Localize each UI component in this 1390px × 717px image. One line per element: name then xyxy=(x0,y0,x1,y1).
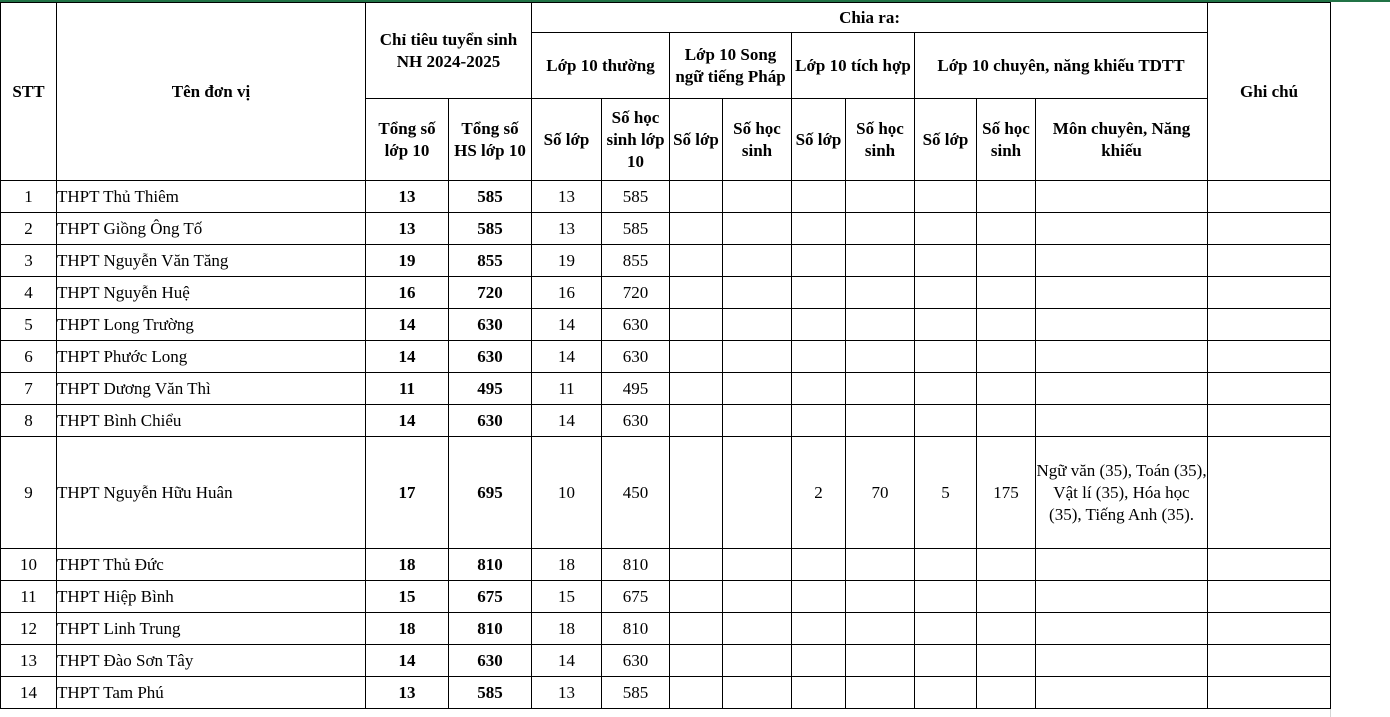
cell-specialized-subjects[interactable]: Ngữ văn (35), Toán (35), Vật lí (35), Hóa học (35), Tiếng Anh (35). xyxy=(1036,437,1208,549)
cell-regular-students[interactable]: 630 xyxy=(602,645,670,677)
cell-regular-classes[interactable]: 13 xyxy=(532,677,602,709)
header-song-ngu-so-hs[interactable]: Số học sinh xyxy=(723,99,792,181)
cell-specialized-subjects[interactable] xyxy=(1036,341,1208,373)
cell-specialized-classes[interactable] xyxy=(915,581,977,613)
cell-integrated-classes[interactable] xyxy=(792,277,846,309)
cell-regular-students[interactable]: 810 xyxy=(602,549,670,581)
cell-regular-classes[interactable]: 10 xyxy=(532,437,602,549)
cell-regular-students[interactable]: 585 xyxy=(602,181,670,213)
cell-total-students[interactable]: 630 xyxy=(449,645,532,677)
cell-bilingual-classes[interactable] xyxy=(670,613,723,645)
cell-specialized-classes[interactable] xyxy=(915,213,977,245)
cell-bilingual-classes[interactable] xyxy=(670,581,723,613)
cell-note[interactable] xyxy=(1208,645,1331,677)
table-row xyxy=(1,405,1331,437)
cell-bilingual-students[interactable] xyxy=(723,373,792,405)
cell-regular-students[interactable]: 720 xyxy=(602,277,670,309)
cell-stt[interactable]: 13 xyxy=(1,645,57,677)
header-stt[interactable]: STT xyxy=(1,3,57,181)
cell-bilingual-classes[interactable] xyxy=(670,549,723,581)
cell-school-name[interactable]: THPT Linh Trung xyxy=(57,613,366,645)
cell-specialized-classes[interactable] xyxy=(915,613,977,645)
cell-specialized-subjects[interactable] xyxy=(1036,245,1208,277)
table-row xyxy=(1,341,1331,373)
cell-total-students[interactable]: 855 xyxy=(449,245,532,277)
cell-total-classes[interactable]: 11 xyxy=(366,373,449,405)
cell-specialized-subjects[interactable] xyxy=(1036,613,1208,645)
table-row xyxy=(1,181,1331,213)
cell-specialized-subjects[interactable] xyxy=(1036,677,1208,709)
cell-bilingual-students[interactable] xyxy=(723,581,792,613)
cell-school-name[interactable]: THPT Hiệp Bình xyxy=(57,581,366,613)
cell-total-students[interactable]: 810 xyxy=(449,613,532,645)
table-row xyxy=(1,373,1331,405)
cell-total-classes[interactable]: 13 xyxy=(366,181,449,213)
cell-school-name[interactable]: THPT Dương Văn Thì xyxy=(57,373,366,405)
cell-bilingual-students[interactable] xyxy=(723,181,792,213)
cell-specialized-students[interactable] xyxy=(977,245,1036,277)
table-row xyxy=(1,437,1331,549)
header-lop10-thuong[interactable]: Lớp 10 thường xyxy=(532,33,670,99)
cell-total-classes[interactable]: 18 xyxy=(366,613,449,645)
table-row xyxy=(1,549,1331,581)
cell-specialized-subjects[interactable] xyxy=(1036,373,1208,405)
cell-specialized-classes[interactable] xyxy=(915,405,977,437)
cell-regular-classes[interactable]: 16 xyxy=(532,277,602,309)
cell-stt[interactable]: 14 xyxy=(1,677,57,709)
table-row xyxy=(1,677,1331,709)
cell-integrated-students[interactable] xyxy=(846,341,915,373)
header-lop10-song-ngu[interactable]: Lớp 10 Song ngữ tiếng Pháp xyxy=(670,33,792,99)
cell-note[interactable] xyxy=(1208,373,1331,405)
cell-note[interactable] xyxy=(1208,341,1331,373)
cell-bilingual-students[interactable] xyxy=(723,277,792,309)
cell-specialized-subjects[interactable] xyxy=(1036,181,1208,213)
cell-integrated-students[interactable] xyxy=(846,213,915,245)
cell-integrated-students[interactable]: 70 xyxy=(846,437,915,549)
cell-regular-classes[interactable]: 14 xyxy=(532,405,602,437)
enrollment-table xyxy=(0,2,1331,709)
cell-regular-students[interactable]: 630 xyxy=(602,405,670,437)
cell-total-classes[interactable]: 13 xyxy=(366,213,449,245)
cell-integrated-students[interactable] xyxy=(846,677,915,709)
cell-specialized-students[interactable] xyxy=(977,677,1036,709)
cell-bilingual-classes[interactable] xyxy=(670,677,723,709)
cell-regular-students[interactable]: 585 xyxy=(602,213,670,245)
cell-note[interactable] xyxy=(1208,181,1331,213)
cell-bilingual-classes[interactable] xyxy=(670,277,723,309)
header-song-ngu-so-lop[interactable]: Số lớp xyxy=(670,99,723,181)
cell-total-students[interactable]: 585 xyxy=(449,181,532,213)
cell-specialized-classes[interactable] xyxy=(915,677,977,709)
cell-bilingual-students[interactable] xyxy=(723,213,792,245)
cell-total-classes[interactable]: 19 xyxy=(366,245,449,277)
cell-regular-students[interactable]: 630 xyxy=(602,309,670,341)
header-tong-so-lop[interactable]: Tổng số lớp 10 xyxy=(366,99,449,181)
cell-specialized-students[interactable] xyxy=(977,549,1036,581)
table-row xyxy=(1,213,1331,245)
cell-specialized-subjects[interactable] xyxy=(1036,645,1208,677)
cell-total-students[interactable]: 695 xyxy=(449,437,532,549)
cell-school-name[interactable]: THPT Nguyễn Văn Tăng xyxy=(57,245,366,277)
cell-school-name[interactable]: THPT Nguyễn Huệ xyxy=(57,277,366,309)
cell-stt[interactable]: 8 xyxy=(1,405,57,437)
cell-specialized-classes[interactable] xyxy=(915,309,977,341)
header-mon-chuyen[interactable]: Môn chuyên, Năng khiếu xyxy=(1036,99,1208,181)
cell-specialized-students[interactable] xyxy=(977,373,1036,405)
cell-bilingual-students[interactable] xyxy=(723,645,792,677)
cell-school-name[interactable]: THPT Bình Chiểu xyxy=(57,405,366,437)
cell-stt[interactable]: 6 xyxy=(1,341,57,373)
cell-note[interactable] xyxy=(1208,245,1331,277)
cell-integrated-classes[interactable]: 2 xyxy=(792,437,846,549)
table-row xyxy=(1,613,1331,645)
header-tich-hop-so-hs[interactable]: Số học sinh xyxy=(846,99,915,181)
header-tong-so-hs[interactable]: Tổng số HS lớp 10 xyxy=(449,99,532,181)
cell-note[interactable] xyxy=(1208,405,1331,437)
cell-school-name[interactable]: THPT Đào Sơn Tây xyxy=(57,645,366,677)
cell-regular-students[interactable]: 495 xyxy=(602,373,670,405)
table-row xyxy=(1,277,1331,309)
cell-stt[interactable]: 5 xyxy=(1,309,57,341)
cell-total-classes[interactable]: 17 xyxy=(366,437,449,549)
cell-specialized-subjects[interactable] xyxy=(1036,309,1208,341)
cell-specialized-students[interactable] xyxy=(977,309,1036,341)
cell-specialized-classes[interactable] xyxy=(915,277,977,309)
cell-integrated-students[interactable] xyxy=(846,373,915,405)
cell-total-students[interactable]: 720 xyxy=(449,277,532,309)
header-lop10-chuyen[interactable]: Lớp 10 chuyên, năng khiếu TDTT xyxy=(915,33,1208,99)
cell-specialized-classes[interactable] xyxy=(915,341,977,373)
cell-integrated-students[interactable] xyxy=(846,309,915,341)
cell-note[interactable] xyxy=(1208,437,1331,549)
cell-regular-students[interactable]: 810 xyxy=(602,613,670,645)
cell-specialized-students[interactable] xyxy=(977,405,1036,437)
cell-stt[interactable]: 3 xyxy=(1,245,57,277)
cell-regular-classes[interactable]: 19 xyxy=(532,245,602,277)
header-thuong-so-lop[interactable]: Số lớp xyxy=(532,99,602,181)
cell-specialized-students[interactable] xyxy=(977,581,1036,613)
cell-stt[interactable]: 1 xyxy=(1,181,57,213)
cell-integrated-students[interactable] xyxy=(846,405,915,437)
cell-regular-classes[interactable]: 15 xyxy=(532,581,602,613)
cell-note[interactable] xyxy=(1208,677,1331,709)
cell-note[interactable] xyxy=(1208,549,1331,581)
cell-bilingual-students[interactable] xyxy=(723,437,792,549)
cell-integrated-classes[interactable] xyxy=(792,341,846,373)
cell-school-name[interactable]: THPT Thủ Thiêm xyxy=(57,181,366,213)
cell-total-students[interactable]: 585 xyxy=(449,213,532,245)
cell-specialized-students[interactable] xyxy=(977,341,1036,373)
cell-specialized-subjects[interactable] xyxy=(1036,549,1208,581)
cell-total-classes[interactable]: 16 xyxy=(366,277,449,309)
cell-regular-students[interactable]: 675 xyxy=(602,581,670,613)
cell-integrated-students[interactable] xyxy=(846,181,915,213)
cell-integrated-students[interactable] xyxy=(846,277,915,309)
cell-bilingual-classes[interactable] xyxy=(670,341,723,373)
header-chia-ra[interactable]: Chia ra: xyxy=(532,3,1208,33)
cell-regular-classes[interactable]: 14 xyxy=(532,309,602,341)
cell-bilingual-classes[interactable] xyxy=(670,373,723,405)
cell-total-students[interactable]: 585 xyxy=(449,677,532,709)
cell-specialized-classes[interactable] xyxy=(915,181,977,213)
header-lop10-tich-hop[interactable]: Lớp 10 tích hợp xyxy=(792,33,915,99)
cell-specialized-students[interactable] xyxy=(977,645,1036,677)
cell-specialized-subjects[interactable] xyxy=(1036,405,1208,437)
cell-note[interactable] xyxy=(1208,213,1331,245)
cell-note[interactable] xyxy=(1208,309,1331,341)
cell-specialized-classes[interactable] xyxy=(915,245,977,277)
cell-stt[interactable]: 11 xyxy=(1,581,57,613)
cell-regular-classes[interactable]: 18 xyxy=(532,613,602,645)
cell-bilingual-students[interactable] xyxy=(723,549,792,581)
header-thuong-so-hs[interactable]: Số học sinh lớp 10 xyxy=(602,99,670,181)
cell-stt[interactable]: 4 xyxy=(1,277,57,309)
cell-regular-classes[interactable]: 14 xyxy=(532,341,602,373)
cell-bilingual-students[interactable] xyxy=(723,341,792,373)
header-chuyen-so-lop[interactable]: Số lớp xyxy=(915,99,977,181)
cell-regular-classes[interactable]: 13 xyxy=(532,181,602,213)
cell-bilingual-students[interactable] xyxy=(723,245,792,277)
cell-school-name[interactable]: THPT Nguyễn Hữu Huân xyxy=(57,437,366,549)
cell-integrated-classes[interactable] xyxy=(792,373,846,405)
cell-bilingual-students[interactable] xyxy=(723,405,792,437)
cell-school-name[interactable]: THPT Long Trường xyxy=(57,309,366,341)
cell-total-classes[interactable]: 14 xyxy=(366,405,449,437)
cell-stt[interactable]: 12 xyxy=(1,613,57,645)
cell-bilingual-students[interactable] xyxy=(723,677,792,709)
cell-specialized-subjects[interactable] xyxy=(1036,213,1208,245)
cell-integrated-classes[interactable] xyxy=(792,613,846,645)
cell-specialized-students[interactable] xyxy=(977,277,1036,309)
cell-specialized-students[interactable] xyxy=(977,613,1036,645)
cell-stt[interactable]: 9 xyxy=(1,437,57,549)
header-ten-don-vi[interactable]: Tên đơn vị xyxy=(57,3,366,181)
cell-specialized-subjects[interactable] xyxy=(1036,581,1208,613)
cell-school-name[interactable]: THPT Phước Long xyxy=(57,341,366,373)
cell-specialized-classes[interactable] xyxy=(915,645,977,677)
cell-total-students[interactable]: 630 xyxy=(449,309,532,341)
cell-specialized-classes[interactable] xyxy=(915,549,977,581)
cell-integrated-students[interactable] xyxy=(846,549,915,581)
cell-stt[interactable]: 2 xyxy=(1,213,57,245)
cell-note[interactable] xyxy=(1208,581,1331,613)
cell-total-students[interactable]: 630 xyxy=(449,405,532,437)
cell-bilingual-classes[interactable] xyxy=(670,437,723,549)
cell-stt[interactable]: 7 xyxy=(1,373,57,405)
cell-integrated-students[interactable] xyxy=(846,581,915,613)
cell-bilingual-classes[interactable] xyxy=(670,405,723,437)
cell-integrated-classes[interactable] xyxy=(792,677,846,709)
header-chuyen-so-hs[interactable]: Số học sinh xyxy=(977,99,1036,181)
cell-note[interactable] xyxy=(1208,277,1331,309)
cell-specialized-students[interactable] xyxy=(977,181,1036,213)
cell-bilingual-classes[interactable] xyxy=(670,245,723,277)
cell-school-name[interactable]: THPT Tam Phú xyxy=(57,677,366,709)
cell-bilingual-classes[interactable] xyxy=(670,181,723,213)
cell-note[interactable] xyxy=(1208,613,1331,645)
cell-total-classes[interactable]: 14 xyxy=(366,309,449,341)
cell-regular-students[interactable]: 450 xyxy=(602,437,670,549)
header-ghi-chu[interactable]: Ghi chú xyxy=(1208,3,1331,181)
cell-total-classes[interactable]: 14 xyxy=(366,645,449,677)
cell-total-classes[interactable]: 15 xyxy=(366,581,449,613)
cell-integrated-classes[interactable] xyxy=(792,181,846,213)
cell-total-students[interactable]: 630 xyxy=(449,341,532,373)
table-row xyxy=(1,581,1331,613)
cell-bilingual-classes[interactable] xyxy=(670,213,723,245)
cell-regular-students[interactable]: 855 xyxy=(602,245,670,277)
cell-integrated-students[interactable] xyxy=(846,645,915,677)
cell-total-classes[interactable]: 18 xyxy=(366,549,449,581)
cell-specialized-students[interactable]: 175 xyxy=(977,437,1036,549)
cell-integrated-students[interactable] xyxy=(846,613,915,645)
table-row xyxy=(1,645,1331,677)
cell-regular-classes[interactable]: 14 xyxy=(532,645,602,677)
table-row xyxy=(1,245,1331,277)
cell-bilingual-students[interactable] xyxy=(723,309,792,341)
cell-specialized-subjects[interactable] xyxy=(1036,277,1208,309)
cell-integrated-classes[interactable] xyxy=(792,645,846,677)
header-tich-hop-so-lop[interactable]: Số lớp xyxy=(792,99,846,181)
header-chi-tieu[interactable]: Chỉ tiêu tuyển sinh NH 2024-2025 xyxy=(366,3,532,99)
cell-regular-classes[interactable]: 11 xyxy=(532,373,602,405)
cell-total-classes[interactable]: 14 xyxy=(366,341,449,373)
cell-regular-classes[interactable]: 13 xyxy=(532,213,602,245)
cell-total-students[interactable]: 810 xyxy=(449,549,532,581)
cell-specialized-classes[interactable]: 5 xyxy=(915,437,977,549)
cell-bilingual-students[interactable] xyxy=(723,613,792,645)
cell-school-name[interactable]: THPT Thủ Đức xyxy=(57,549,366,581)
cell-specialized-classes[interactable] xyxy=(915,373,977,405)
cell-integrated-classes[interactable] xyxy=(792,549,846,581)
cell-stt[interactable]: 10 xyxy=(1,549,57,581)
cell-integrated-classes[interactable] xyxy=(792,213,846,245)
cell-regular-classes[interactable]: 18 xyxy=(532,549,602,581)
cell-regular-students[interactable]: 585 xyxy=(602,677,670,709)
cell-total-students[interactable]: 495 xyxy=(449,373,532,405)
cell-total-classes[interactable]: 13 xyxy=(366,677,449,709)
cell-integrated-classes[interactable] xyxy=(792,245,846,277)
cell-integrated-students[interactable] xyxy=(846,245,915,277)
cell-specialized-students[interactable] xyxy=(977,213,1036,245)
cell-integrated-classes[interactable] xyxy=(792,405,846,437)
cell-bilingual-classes[interactable] xyxy=(670,309,723,341)
cell-integrated-classes[interactable] xyxy=(792,581,846,613)
cell-total-students[interactable]: 675 xyxy=(449,581,532,613)
cell-regular-students[interactable]: 630 xyxy=(602,341,670,373)
cell-school-name[interactable]: THPT Giồng Ông Tố xyxy=(57,213,366,245)
table-row xyxy=(1,309,1331,341)
cell-integrated-classes[interactable] xyxy=(792,309,846,341)
cell-bilingual-classes[interactable] xyxy=(670,645,723,677)
